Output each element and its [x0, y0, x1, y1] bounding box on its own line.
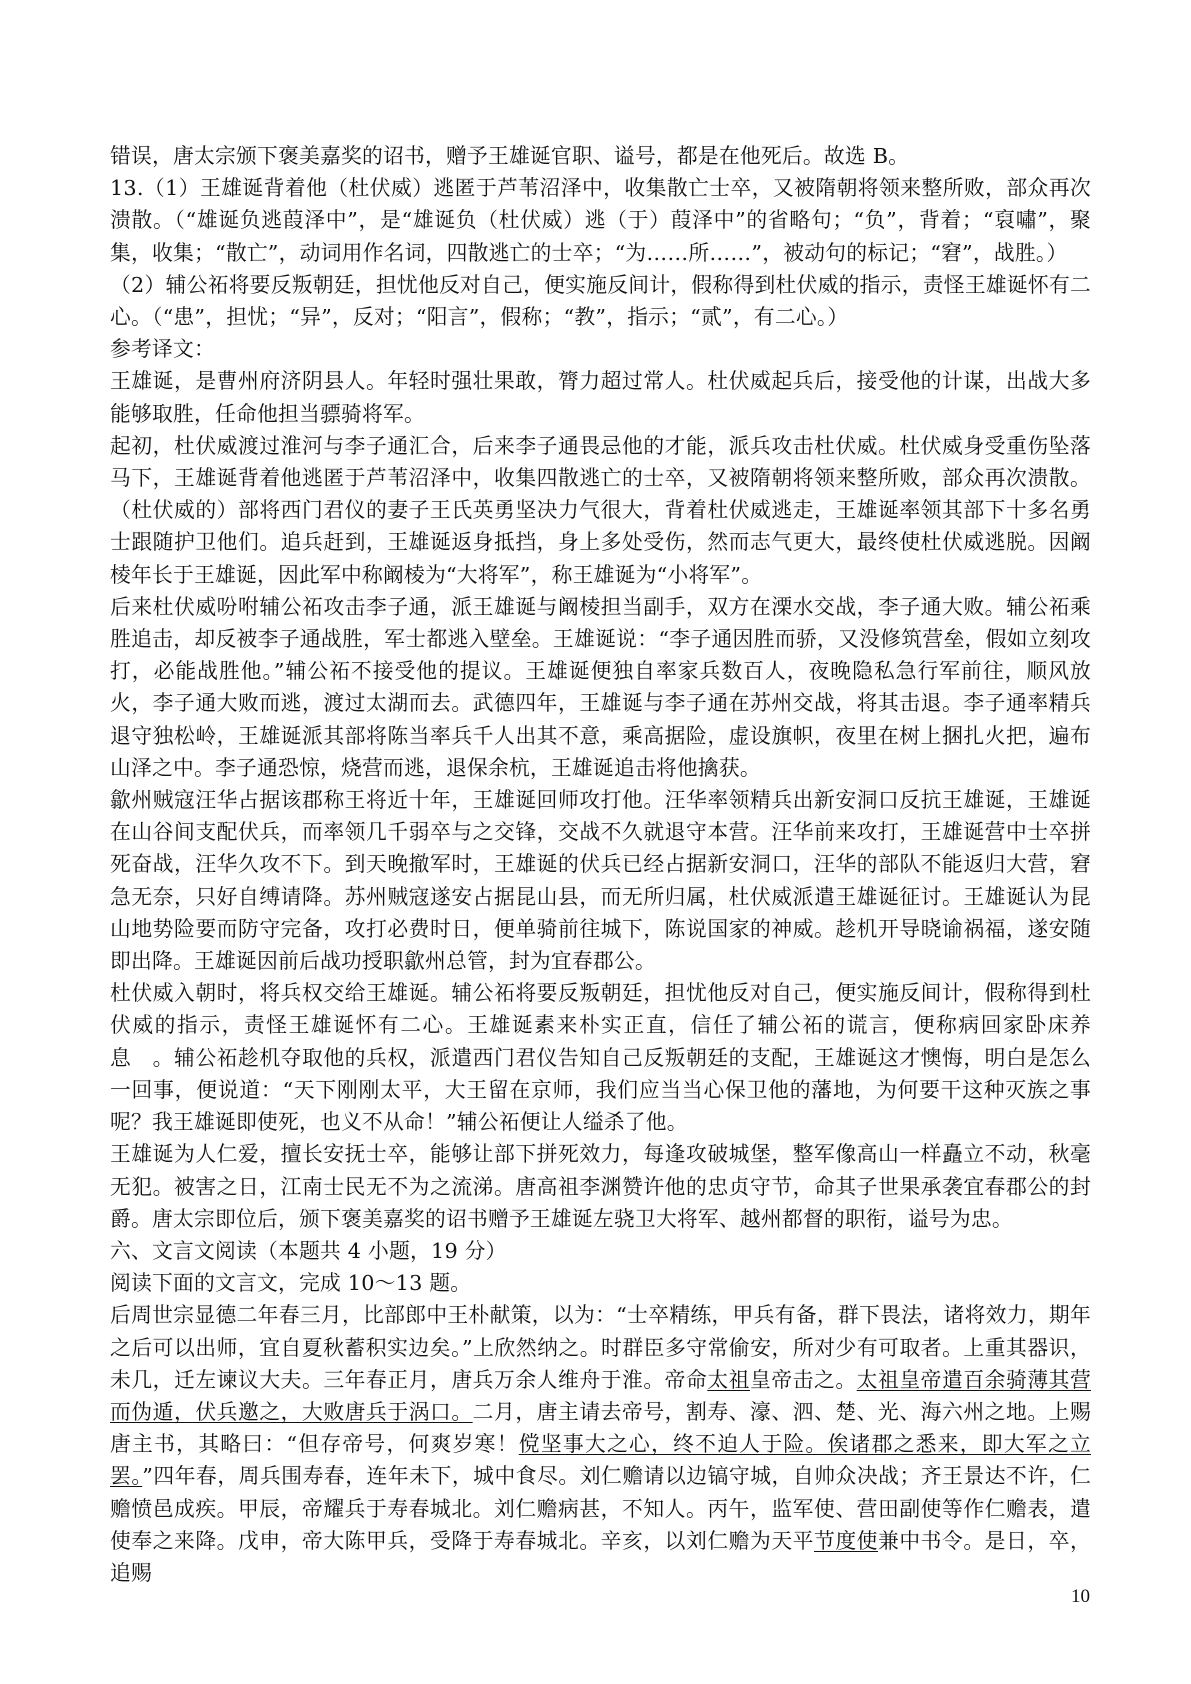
underlined-phrase: 节度使	[814, 1528, 878, 1553]
translation-paragraph: 歙州贼寇汪华占据该郡称王将近十年，王雄诞回师攻打他。汪华率领精兵出新安洞口反抗王雄诞，王雄诞在山谷间支配伏兵，而率领几千弱卒与之交锋，交战不久就退守本营。汪华前来攻打，王雄诞营中士卒拼死奋战，汪华久攻不下。到天晚撤军时，王雄诞的伏兵已经占据新安洞口，汪华的部队不能返归大营，窘急无奈，只好自缚请降。苏州贼寇遂安占据昆山县，而无所归属，杜伏威派遣王雄诞征讨。王雄诞认为昆山地势险要而防守完备，攻打必费时日，便单骑前往城下，陈说国家的神威。趁机开导晓谕祸福，遂安随即出降。王雄诞因前后战功授职歙州总管，封为宜春郡公。	[110, 788, 1091, 974]
page-number: 10	[1071, 1586, 1090, 1607]
underlined-sentence: 太祖皇帝遣百余骑薄其营而伪遁，伏兵邀之，大败唐兵于涡口。	[110, 1367, 1091, 1424]
section-instruction: 阅读下面的文言文，完成 10～13 题。	[110, 1271, 472, 1296]
translation-paragraph: 后来杜伏威吩咐辅公祏攻击李子通，派王雄诞与阚棱担当副手，双方在溧水交战，李子通大败。辅公祏乘胜追击，却反被李子通战胜，军士都逃入壁垒。王雄诞说：“李子通因胜而骄，又没修筑营垒，假如立刻攻打，必能战胜他。”辅公祏不接受他的提议。王雄诞便独自率家兵数百人，夜晚隐私急行军前往，顺风放火，李子通大败而逃，渡过太湖而去。武德四年，王雄诞与李子通在苏州交战，将其击退。李子通率精兵退守独松岭，王雄诞派其部将陈当率兵千人出其不意，乘高据险，虚设旗帜，夜里在树上捆扎火把，遍布山泽之中。李子通恐惊，烧营而逃，退保余杭，王雄诞追击将他擒获。	[110, 594, 1091, 780]
page-content	[110, 140, 1091, 1589]
translation-heading: 参考译文：	[110, 337, 215, 362]
classical-passage	[110, 1299, 1091, 1589]
section-heading: 六、文言文阅读（本题共 4 小题，19 分）	[110, 1238, 507, 1263]
passage-text: ”四年春，周兵围寿春，连年未下，城中食尽。刘仁赡请以边镐守城，自帅众决战；齐王景达不许，仁赡愤邑成疾。甲辰，帝耀兵于寿春城北。刘仁赡病甚，不知人。丙午，监军使、营田副使等作仁赡表，遣使奉之来降。戊申，帝大陈甲兵，受降于寿春城北。辛亥，以刘仁赡为天平	[110, 1464, 1091, 1553]
passage-text: 兼中书令。是日，卒，追赐	[110, 1528, 1091, 1585]
translation-paragraph: 王雄诞，是曹州府济阴县人。年轻时强壮果敢，膂力超过常人。杜伏威起兵后，接受他的计谋，出战大多能够取胜，任命他担当骠骑将军。	[110, 369, 1091, 426]
translation-paragraph: 杜伏威入朝时，将兵权交给王雄诞。辅公祏将要反叛朝廷，担忧他反对自己，便实施反间计，假称得到杜伏威的指示，责怪王雄诞怀有二心。王雄诞素来朴实正直，信任了辅公祏的谎言，便称病回家卧床养息 。辅公祏趁机夺取他的兵权，派遣西门君仪告知自己反叛朝廷的支配，王雄诞这才懊悔，明白是怎么一回事，便说道：“天下刚刚太平，大王留在京师，我们应当当心保卫他的藩地，为何要干这种灭族之事呢？我王雄诞即使死，也义不从命！”辅公祏便让人缢杀了他。	[110, 981, 1091, 1135]
translation-paragraph: 王雄诞为人仁爱，擅长安抚士卒，能够让部下拼死效力，每逢攻破城堡，整军像高山一样矗立不动，秋毫无犯。被害之日，江南士民无不为之流涕。唐高祖李渊赞许他的忠贞守节，命其子世果承袭宜春郡公的封爵。唐太宗即位后，颁下褒美嘉奖的诏书赠予王雄诞左骁卫大将军、越州都督的职衔，谥号为忠。	[110, 1142, 1091, 1231]
answer-13-part-2: （2）辅公祏将要反叛朝廷，担忧他反对自己，便实施反间计，假称得到杜伏威的指示，责怪王雄诞怀有二心。（“患”，担忧；“异”，反对；“阳言”，假称；“教”，指示；“贰”，有二心。）	[110, 272, 1091, 330]
underlined-sentence: 傥坚事大之心，终不迫人于险。俟诸郡之悉来，即大军之立罢。	[110, 1432, 1092, 1489]
passage-text: 二月，唐主请去帝号，割寿、濠、泗、楚、光、海六州之地。上赐唐主书，其略曰：“但存帝号，何爽岁寒！	[110, 1399, 1091, 1457]
answer-13-part-1: 13.（1）王雄诞背着他（杜伏威）逃匿于芦苇沼泽中，收集散亡士卒，又被隋朝将领来整所败，部众再次溃散。（“雄诞负逃葭泽中”，是“雄诞负（杜伏威）逃（于）葭泽中”的省略句；“负”，背着；“裒嘯”，聚集，收集；“散亡”，动词用作名词，四散逃亡的士卒；“为……所……”，被动句的标记；“窘”，战胜。）	[110, 176, 1091, 265]
passage-text: 皇帝击之。	[750, 1367, 857, 1392]
translation-paragraph: 起初，杜伏威渡过淮河与李子通汇合，后来李子通畏忌他的才能，派兵攻击杜伏威。杜伏威身受重伤坠落马下，王雄诞背着他逃匿于芦苇沼泽中，收集四散逃亡的士卒，又被隋朝将领来整所败，部众再次溃散。（杜伏威的）部将西门君仪的妻子王氏英勇坚决力气很大，背着杜伏威逃走，王雄诞率领其部下十多名勇士跟随护卫他们。追兵赶到，王雄诞返身抵挡，身上多处受伤，然而志气更大，最终使杜伏威逃脱。因阚棱年长于王雄诞，因此军中称阚棱为“大将军”，称王雄诞为“小将军”。	[110, 433, 1091, 587]
answer-12-tail: 错误，唐太宗颁下褒美嘉奖的诏书，赠予王雄诞官职、谥号，都是在他死后。故选 B。	[110, 144, 910, 168]
underlined-phrase: 太祖	[707, 1367, 750, 1392]
passage-text: 后周世宗显德二年春三月，比部郎中王朴献策，以为：“士卒精练，甲兵有备，群下畏法，诸将效力，期年之后可以出师，宜自夏秋蓄积实边矣。”上欣然纳之。时群臣多守常偷安，所对少有可取者。上重其器识，未几，迁左谏议大夫。三年春正月，唐兵万余人维舟于淮。帝命	[110, 1303, 1091, 1392]
